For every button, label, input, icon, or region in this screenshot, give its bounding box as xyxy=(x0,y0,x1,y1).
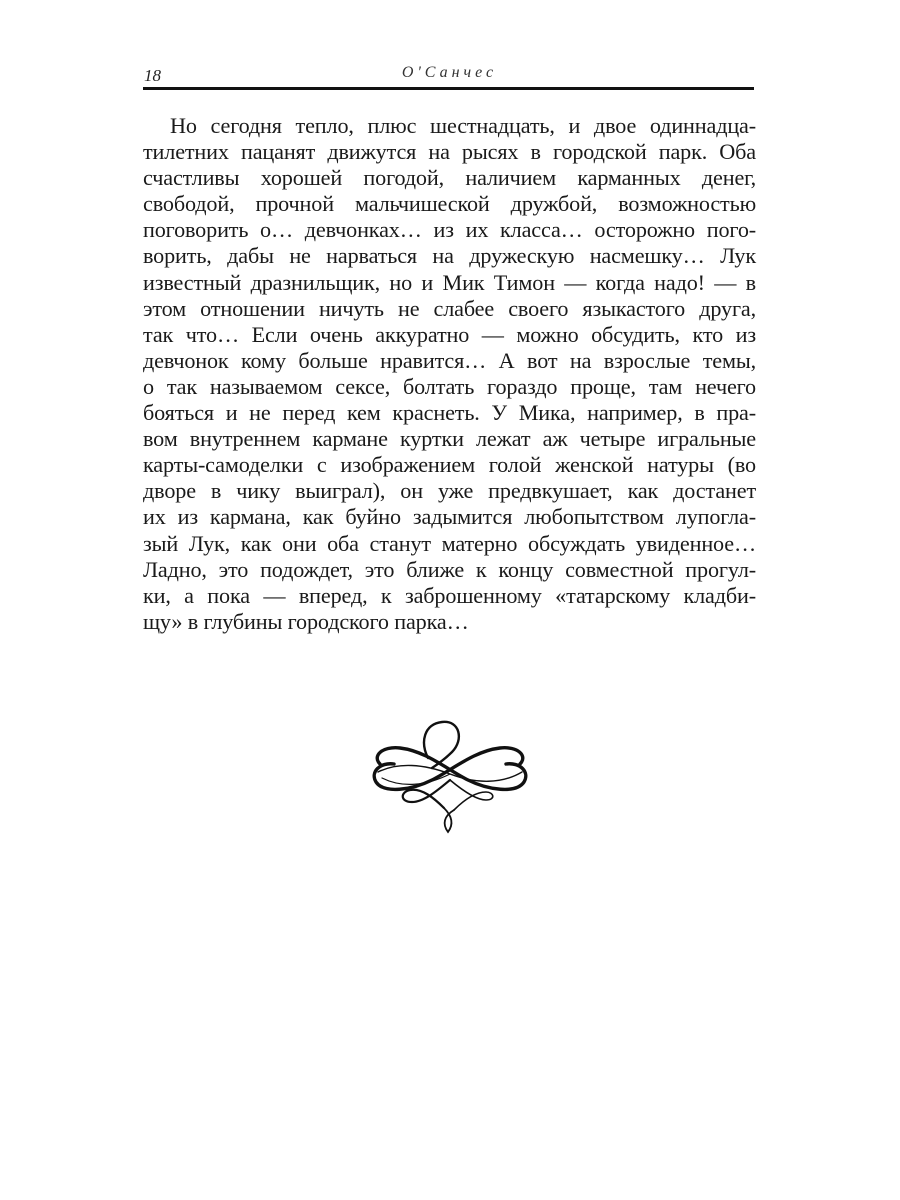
book-page xyxy=(143,60,756,635)
text-line: дворе в чику выиграл), он уже предвкушает, как достанет xyxy=(143,478,756,504)
text-line: Но сегодня тепло, плюс шестнадцать, и двое одиннадца- xyxy=(170,113,756,138)
flourish-ornament-icon xyxy=(368,718,532,834)
text-line: тилетних пацанят движутся на рысях в городской парк. Оба xyxy=(143,139,756,165)
body-paragraph xyxy=(143,113,756,635)
text-line: о так называемом сексе, болтать гораздо проще, там нечего xyxy=(143,373,756,399)
text-line: свободой, прочной мальчишеской дружбой, возможностью xyxy=(143,191,756,217)
text-line: карты-самоделки с изображением голой женской натуры (во xyxy=(143,452,756,478)
text-line: их из кармана, как буйно задымится любопытством лупогла- xyxy=(143,504,756,530)
text-line: зый Лук, как они оба станут матерно обсуждать увиденное… xyxy=(143,530,756,556)
text-line: известный дразнильщик, но и Мик Тимон — когда надо! — в xyxy=(143,269,756,295)
page-number: 18 xyxy=(144,66,161,85)
text-line: вом внутреннем кармане куртки лежат аж четыре игральные xyxy=(143,426,756,452)
text-line: ворить, дабы не нарваться на дружескую насмешку… Лук xyxy=(143,243,756,269)
text-line: щу» в глубины городского парка… xyxy=(143,608,469,634)
text-line: девчонок кому больше нравится… А вот на взрослые темы, xyxy=(143,347,756,373)
text-line: счастливы хорошей погодой, наличием карманных денег, xyxy=(143,165,756,191)
text-line: так что… Если очень аккуратно — можно обсудить, кто из xyxy=(143,321,756,347)
header-rule-divider xyxy=(143,87,754,90)
text-line: этом отношении ничуть не слабее своего языкастого друга, xyxy=(143,295,756,321)
running-head xyxy=(143,60,756,87)
text-line: бояться и не перед кем краснеть. У Мика, например, в пра- xyxy=(143,400,756,426)
text-line: ки, а пока — вперед, к заброшенному «татарскому кладби- xyxy=(143,582,756,608)
running-title: О'Санчес xyxy=(401,64,498,81)
text-line: Ладно, это подождет, это ближе к концу совместной прогул- xyxy=(143,556,756,582)
text-line: поговорить о… девчонках… из их класса… осторожно пого- xyxy=(143,217,756,243)
